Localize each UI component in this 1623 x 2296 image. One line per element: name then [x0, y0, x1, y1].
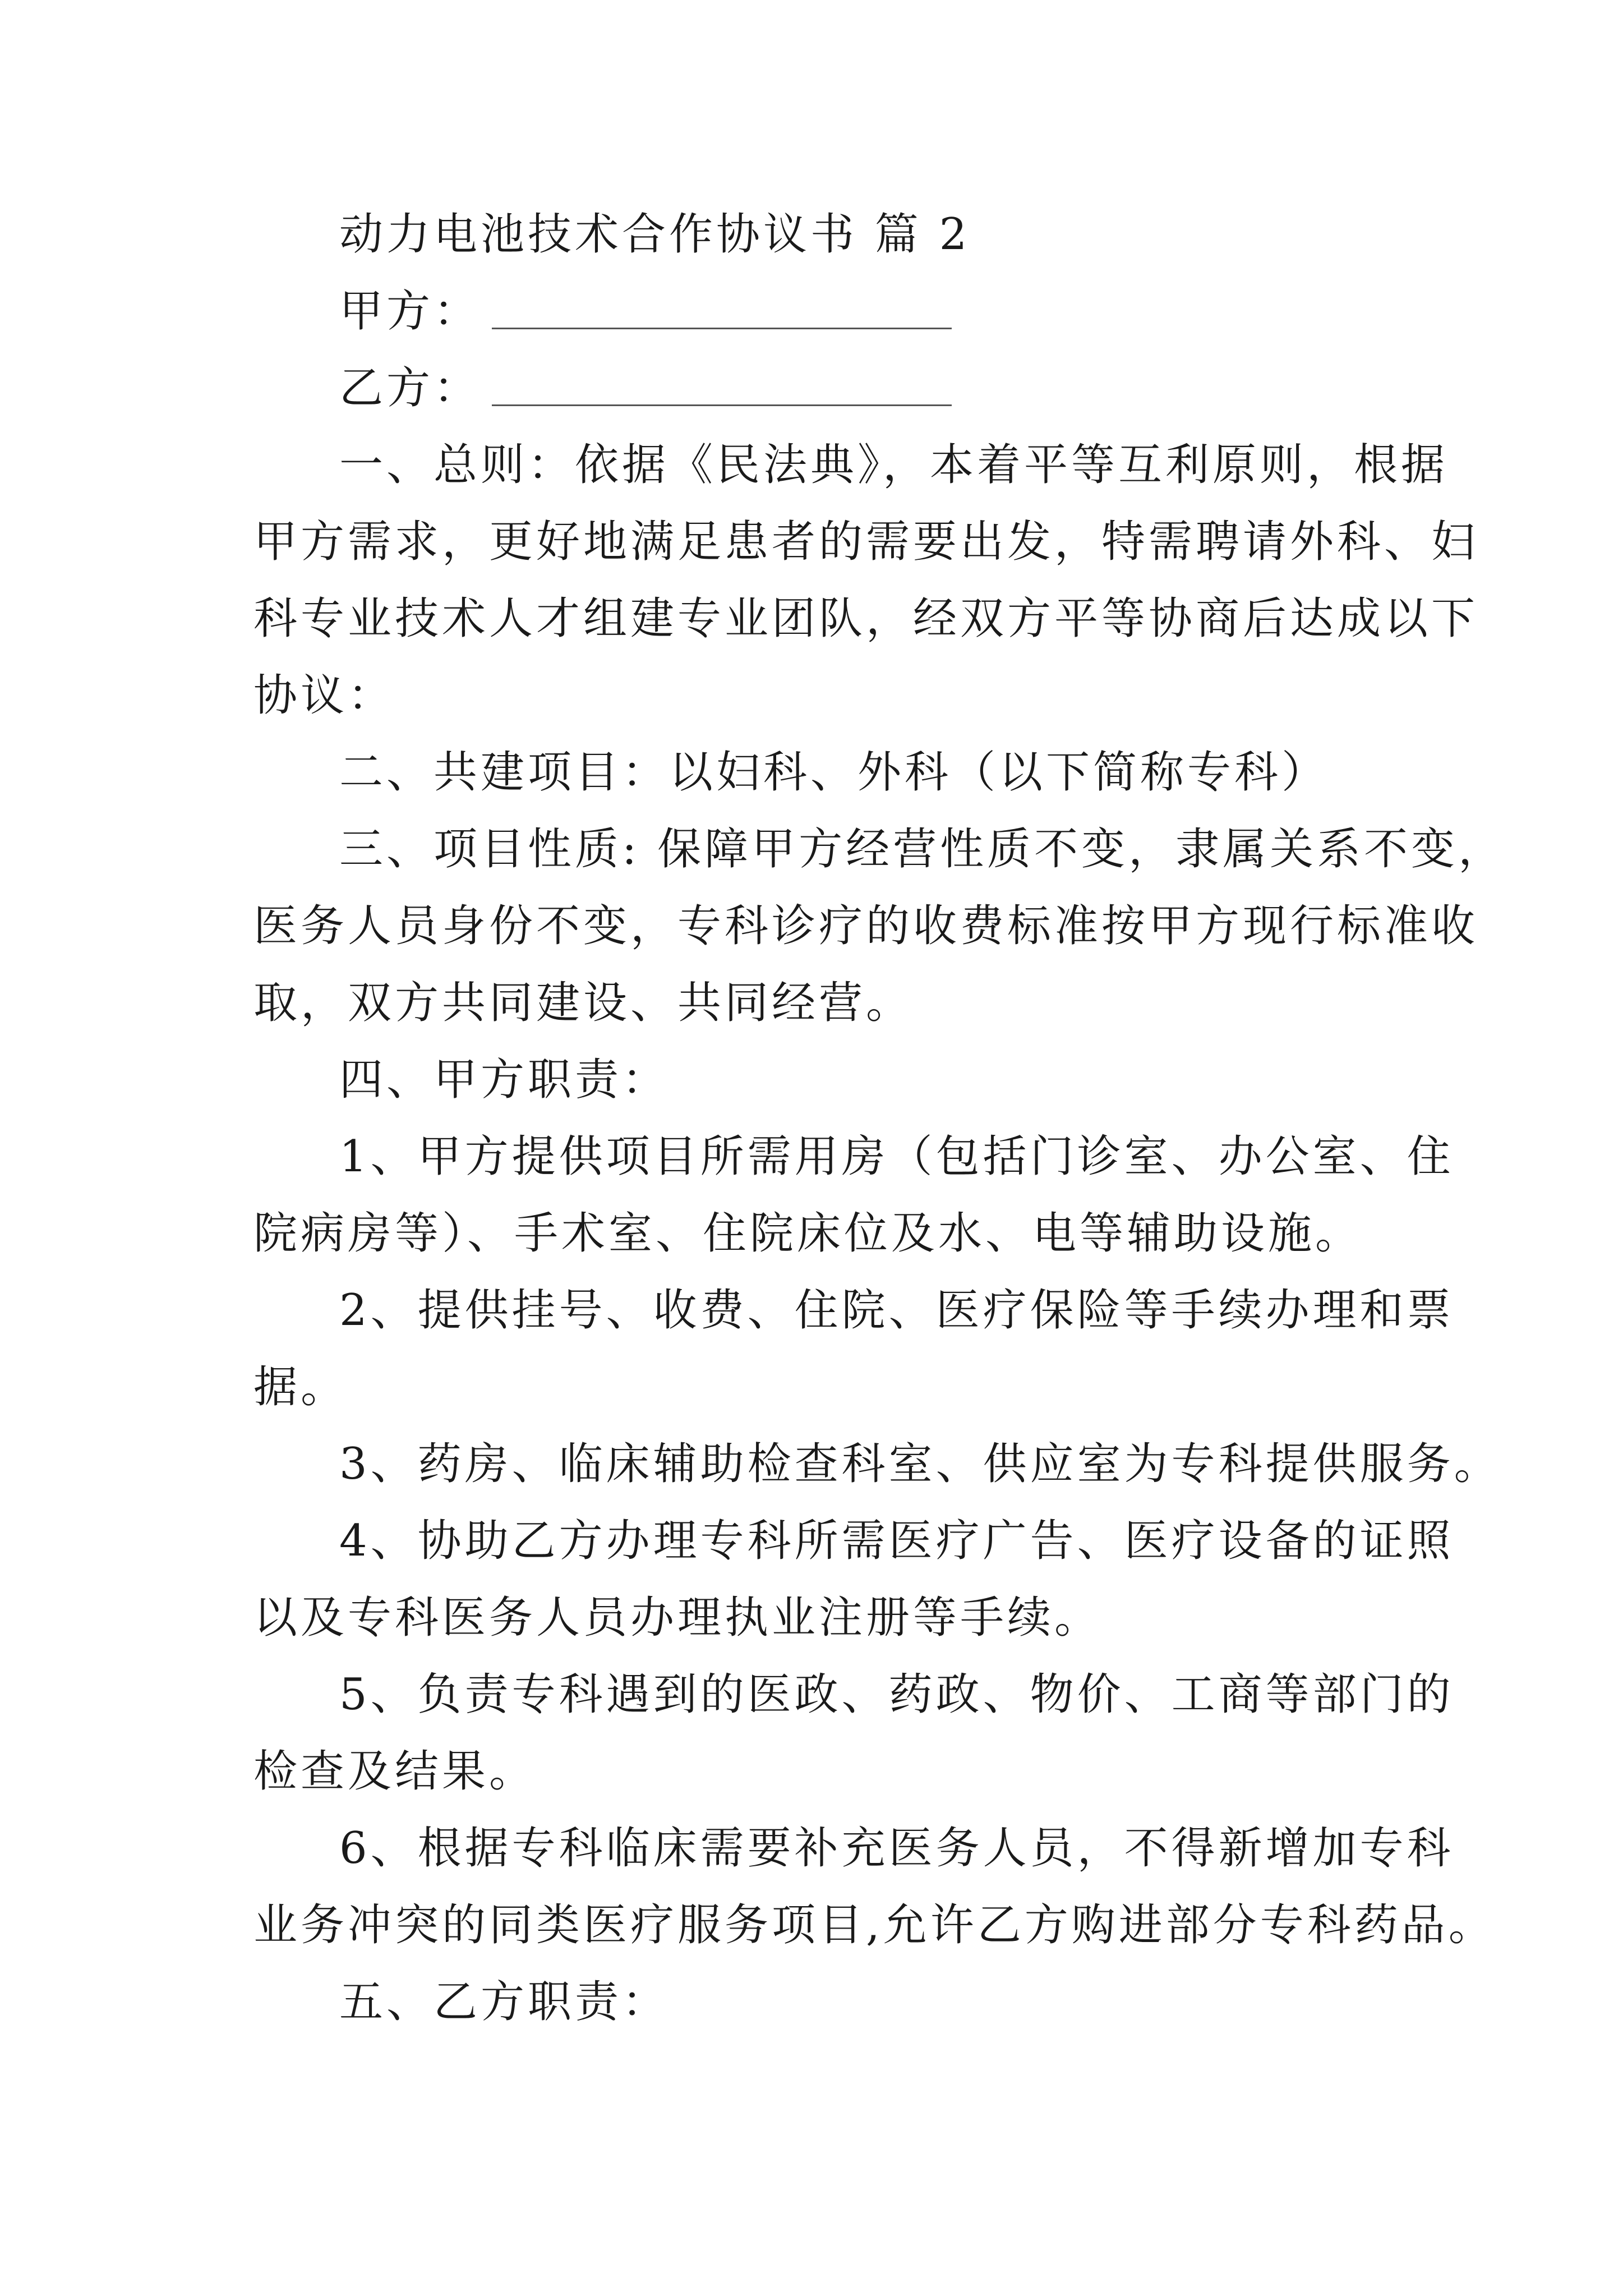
- document-body: [253, 196, 1506, 2041]
- text-line: 取，双方共同建设、共同经营。: [253, 978, 914, 1028]
- text-line: 5、负责专科遇到的医政、药政、物价、工商等部门的: [339, 1669, 1454, 1720]
- text-line: 医务人员身份不变，专科诊疗的收费标准按甲方现行标准收: [253, 901, 1479, 951]
- party-b-blank: [492, 365, 952, 406]
- text-line: 业务冲突的同类医疗服务项目,允许乙方购进部分专科药品。: [253, 1900, 1496, 1950]
- text-line: 1、甲方提供项目所需用房（包括门诊室、办公室、住: [339, 1131, 1454, 1182]
- document-title: 动力电池技术合作协议书 篇 2: [339, 209, 971, 260]
- party-b-line: [253, 350, 1381, 427]
- text-line: 4、协助乙方办理专科所需医疗广告、医疗设备的证照: [339, 1516, 1454, 1566]
- party-a-blank: [492, 288, 952, 329]
- party-b-label: 乙方：: [339, 363, 481, 413]
- text-line: 检查及结果。: [253, 1746, 537, 1797]
- text-line: 甲方需求，更好地满足患者的需要出发，特需聘请外科、妇: [253, 517, 1479, 567]
- text-line: 四、甲方职责：: [339, 1055, 670, 1105]
- clause-lines: [253, 427, 1506, 2041]
- text-line: 一、总则：依据《民法典》，本着平等互利原则，根据: [339, 440, 1449, 490]
- text-line: 6、根据专科临床需要补充医务人员，不得新增加专科: [339, 1823, 1454, 1874]
- text-line: 据。: [253, 1362, 348, 1412]
- text-line: 院病房等）、手术室、住院床位及水、电等辅助设施。: [253, 1208, 1363, 1259]
- text-line: 3、药房、临床辅助检查科室、供应室为专科提供服务。: [339, 1439, 1501, 1489]
- text-line: 三、项目性质: 保障甲方经营性质不变，隶属关系不变，: [339, 824, 1506, 875]
- text-line: 协议：: [253, 670, 395, 721]
- party-a-line: [253, 273, 1381, 350]
- text-line: 2、提供挂号、收费、住院、医疗保险等手续办理和票: [339, 1285, 1454, 1336]
- text-line: 科专业技术人才组建专业团队，经双方平等协商后达成以下: [253, 593, 1479, 644]
- text-line: 二、共建项目：以妇科、外科（以下简称专科）: [339, 747, 1329, 798]
- text-line: 以及专科医务人员办理执业注册等手续。: [253, 1593, 1102, 1643]
- party-a-label: 甲方：: [339, 286, 481, 337]
- text-line: 五、乙方职责：: [339, 1977, 670, 2027]
